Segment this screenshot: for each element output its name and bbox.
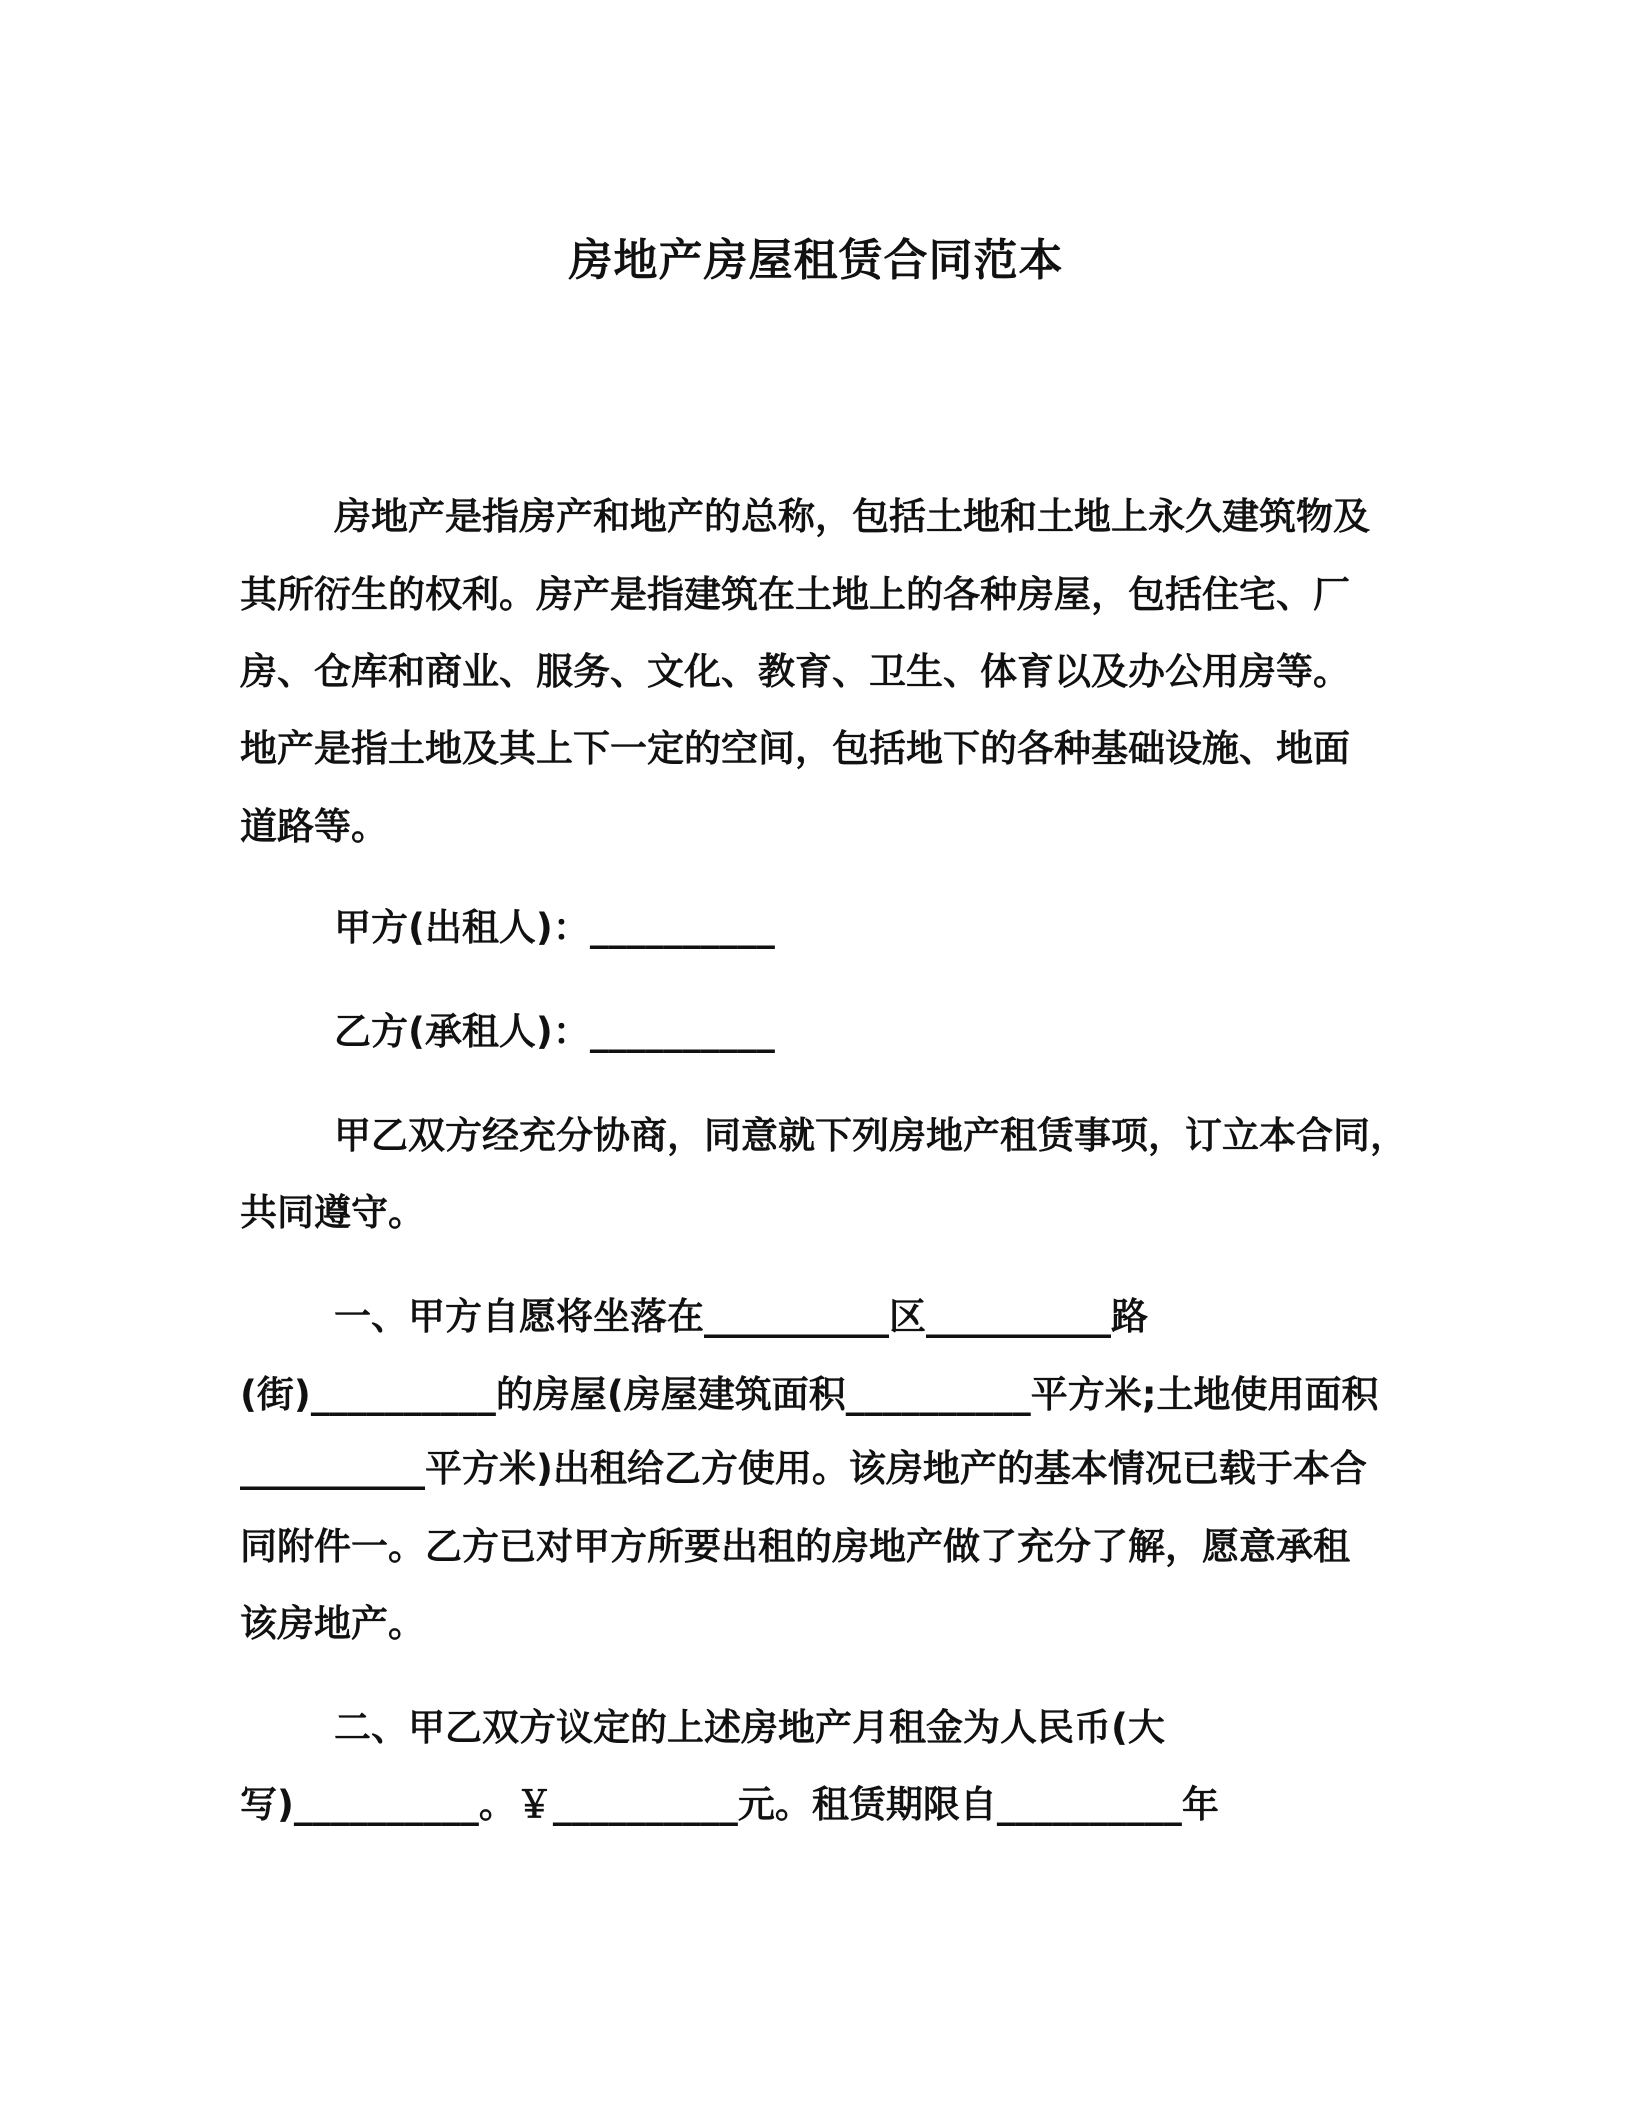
text-line: 该房地产。	[240, 1602, 425, 1645]
text-line: 其所衍生的权利。房产是指建筑在土地上的各种房屋，包括住宅、厂	[240, 573, 1350, 616]
text-line: 二、甲乙双方议定的上述房地产月租金为人民币(大	[334, 1706, 1165, 1749]
party-a-line: 甲方(出租人)：__________	[334, 906, 775, 949]
text-line: 房、仓库和商业、服务、文化、教育、卫生、体育以及办公用房等。	[240, 650, 1350, 693]
text-line: 一、甲方自愿将坐落在__________区__________路	[334, 1295, 1148, 1338]
text-line: 房地产是指房产和地产的总称，包括土地和土地上永久建筑物及	[334, 495, 1370, 538]
text-line: 地产是指土地及其上下一定的空间，包括地下的各种基础设施、地面	[240, 727, 1350, 770]
text-line: 甲乙双方经充分协商，同意就下列房地产租赁事项，订立本合同，	[334, 1114, 1407, 1157]
party-b-line: 乙方(承租人)：__________	[334, 1010, 775, 1053]
text-line: 写)__________。￥__________元。租赁期限自__________年	[240, 1783, 1219, 1826]
text-line: __________平方米)出租给乙方使用。该房地产的基本情况已载于本合	[240, 1447, 1367, 1490]
text-line: (街)__________的房屋(房屋建筑面积__________平方米;土地使用面积	[240, 1373, 1379, 1416]
text-line: 同附件一。乙方已对甲方所要出租的房地产做了充分了解，愿意承租	[240, 1525, 1350, 1568]
text-line: 共同遵守。	[240, 1191, 425, 1234]
text-line: 道路等。	[240, 805, 388, 848]
document-title: 房地产房屋租赁合同范本	[568, 235, 1064, 286]
